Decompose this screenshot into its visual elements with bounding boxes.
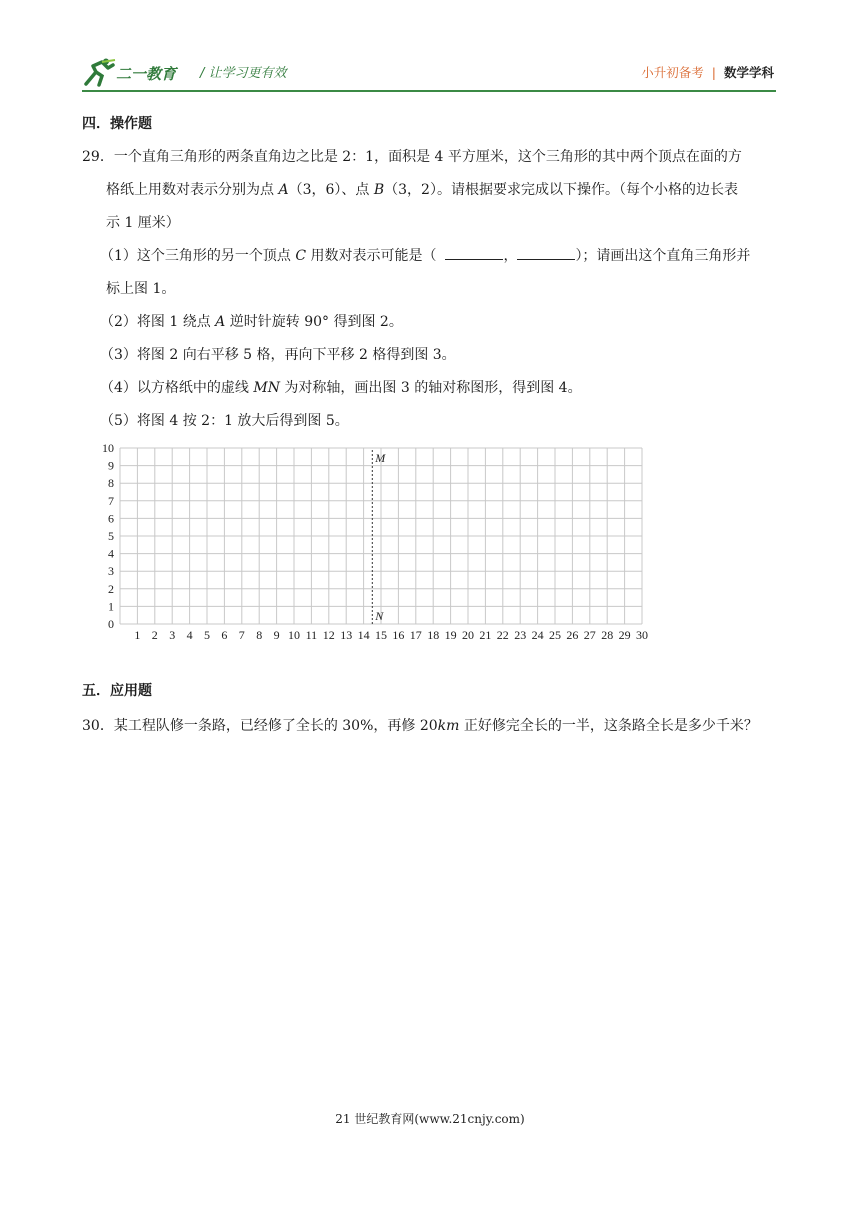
point-c-label: C	[295, 248, 307, 264]
x-tick-label: 13	[340, 628, 353, 642]
x-tick-label: 24	[531, 628, 544, 642]
exam-tag: 小升初备考	[641, 65, 704, 80]
step-2-text: （2）将图 1 绕点	[100, 314, 216, 330]
logo	[82, 58, 192, 90]
y-tick-label: 2	[108, 581, 114, 596]
q30-text: 正好修完全长的一半，这条路全长是多少千米？	[459, 718, 758, 734]
step-4-text: 为对称轴，画出图 3 的轴对称图形，得到图 4。	[279, 380, 582, 396]
q29-step-1	[82, 240, 782, 273]
x-tick-label: 30	[636, 628, 648, 642]
question-29-block	[82, 108, 782, 438]
q29-step-1-cont: 标上图 1。	[106, 281, 176, 297]
q30-text: 30．某工程队修一条路，已经修了全长的 30%，再修 20	[82, 718, 438, 734]
question-30	[82, 715, 758, 735]
x-tick-label: 9	[273, 628, 280, 642]
x-tick-label: 28	[601, 628, 614, 642]
y-tick-label: 10	[102, 441, 114, 455]
x-tick-label: 19	[444, 628, 457, 642]
x-tick-label: 10	[288, 628, 300, 642]
q29-step-4	[82, 372, 782, 405]
x-tick-label: 29	[618, 628, 631, 642]
x-tick-label: 27	[583, 628, 596, 642]
y-tick-label: 5	[108, 529, 114, 543]
axis-label-m: M	[375, 451, 386, 465]
x-tick-label: 15	[375, 628, 387, 642]
point-a-label: A	[215, 314, 226, 330]
grid-svg	[94, 440, 664, 650]
page-footer: 21 世纪教育网(www.21cnjy.com)	[335, 1112, 525, 1126]
x-tick-label: 14	[357, 628, 370, 642]
point-a-label: A	[278, 182, 289, 198]
q29-line-2	[82, 174, 782, 207]
section-5-title: 五．应用题	[82, 683, 152, 699]
header-separator: |	[711, 65, 716, 80]
page-header	[0, 0, 860, 95]
x-tick-label: 5	[204, 628, 210, 642]
q29-text: （3，6）、点	[288, 182, 374, 198]
x-tick-label: 26	[566, 628, 579, 642]
x-tick-label: 17	[409, 628, 422, 642]
q29-line-1: 29．一个直角三角形的两条直角边之比是 2：1，面积是 4 平方厘米，这个三角形的其中两个顶点在面的方	[82, 149, 742, 165]
q29-step-2	[82, 306, 782, 339]
y-tick-label: 0	[108, 617, 114, 631]
x-tick-label: 6	[221, 628, 228, 642]
x-tick-label: 23	[514, 628, 527, 642]
y-tick-label: 8	[108, 476, 114, 491]
answer-blank-x[interactable]	[445, 245, 503, 260]
subject-label: 数学学科	[723, 65, 774, 80]
y-tick-label: 3	[108, 564, 114, 579]
x-tick-label: 11	[305, 628, 318, 642]
step-1-text: （1）这个三角形的另一个顶点	[100, 248, 296, 264]
q29-step-5: （5）将图 4 按 2：1 放大后得到图 5。	[100, 413, 349, 429]
step-2-text: 逆时针旋转 90° 得到图 2。	[225, 314, 403, 330]
step-1-comma: ，	[503, 248, 518, 264]
step-4-text: （4）以方格纸中的虚线	[100, 380, 254, 396]
y-tick-label: 7	[108, 493, 114, 508]
header-divider	[82, 90, 776, 92]
q29-line-3: 示 1 厘米）	[106, 215, 180, 231]
section-4-title: 四．操作题	[82, 116, 152, 132]
x-tick-label: 3	[169, 628, 176, 642]
y-tick-label: 9	[108, 458, 114, 473]
x-tick-label: 12	[322, 628, 335, 642]
q29-text: 格纸上用数对表示分别为点	[106, 182, 279, 198]
y-tick-label: 1	[108, 599, 114, 614]
q30-unit: km	[437, 718, 460, 734]
q29-step-3: （3）将图 2 向右平移 5 格，再向下平移 2 格得到图 3。	[100, 347, 456, 363]
x-tick-label: 20	[462, 628, 474, 642]
x-tick-label: 4	[186, 628, 193, 642]
x-tick-label: 16	[392, 628, 405, 642]
x-tick-label: 8	[256, 628, 263, 642]
coordinate-grid	[94, 440, 664, 650]
x-tick-label: 1	[134, 628, 141, 642]
runner-logo-icon	[82, 58, 116, 88]
logo-text: 二一教育	[116, 65, 177, 83]
point-b-label: B	[373, 182, 385, 198]
x-tick-label: 18	[427, 628, 440, 642]
axis-mn-label: MN	[253, 380, 280, 396]
x-tick-label: 25	[549, 628, 561, 642]
answer-blank-y[interactable]	[517, 245, 575, 260]
step-1-text: ）；请画出这个直角三角形并	[575, 248, 751, 264]
q29-text: （3，2）。请根据要求完成以下操作。（每个小格的边长表	[384, 182, 738, 198]
x-tick-label: 7	[238, 628, 245, 642]
axis-label-n: N	[375, 609, 384, 623]
y-tick-label: 4	[108, 546, 114, 561]
x-tick-label: 2	[151, 628, 158, 642]
x-tick-label: 22	[496, 628, 509, 642]
y-tick-label: 6	[108, 511, 114, 526]
x-tick-label: 21	[479, 628, 492, 642]
header-right	[641, 63, 774, 81]
slogan: / 让学习更有效	[200, 66, 287, 81]
step-1-text: 用数对表示可能是（	[306, 248, 437, 264]
